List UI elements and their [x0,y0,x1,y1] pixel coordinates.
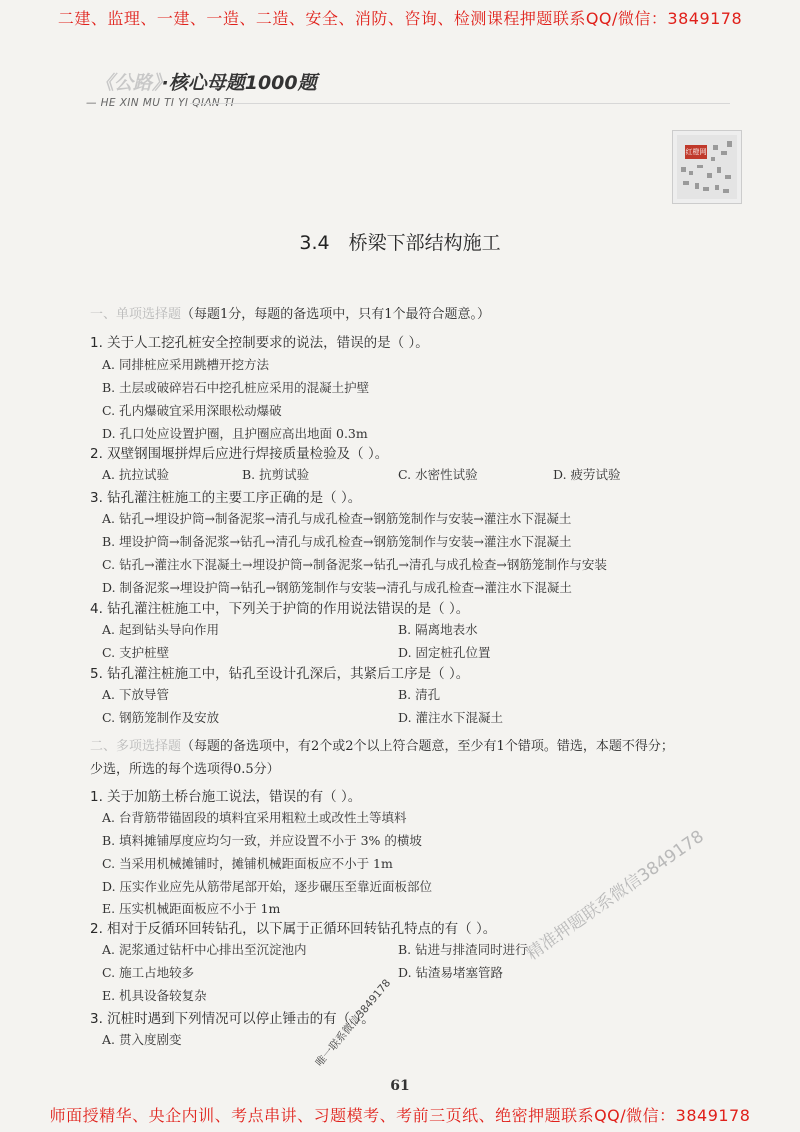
answer-option: C. 当采用机械摊铺时，摊铺机械距面板应不小于 1m [102,856,393,871]
series-prefix: 《公路》 [95,72,162,94]
answer-option: D. 压实作业应先从筋带尾部开始，逐步碾压至靠近面板部位 [102,879,433,894]
answer-option: B. 清孔 [398,687,441,702]
answer-option: A. 起到钻头导向作用 [102,622,219,637]
answer-option: E. 机具设备较复杂 [102,988,207,1003]
center-watermark: 唯一联系微信3849178 [313,977,394,1069]
answer-option: B. 填料摊铺厚度应均匀一致，并应设置不小于 3% 的横坡 [102,833,422,848]
series-pinyin: — HE XIN MU TI YI QIAN TI [86,97,235,109]
question-stem: 3. 沉桩时遇到下列情况可以停止锤击的有（ ）。 [90,1011,375,1027]
answer-option: C. 钢筋笼制作及安放 [102,710,220,725]
answer-option: A. 泥浆通过钻杆中心排出至沉淀池内 [102,942,307,957]
series-name: ·核心母题1000题 [161,72,317,94]
answer-option: D. 孔口处应设置护圈，且护圈应高出地面 0.3m [102,426,368,441]
answer-option: C. 施工占地较多 [102,965,195,980]
answer-option: C. 孔内爆破宜采用深眼松动爆破 [102,403,282,418]
answer-option: B. 抗剪试验 [242,467,310,482]
part1-instruction: （每题1分，每题的备选项中，只有1个最符合题意。） [181,307,491,322]
part2-instruction: （每题的备选项中，有2个或2个以上符合题意，至少有1个错项。错选，本题不得分； [181,739,674,754]
qr-center-logo: 红橙网 [685,145,707,159]
answer-option: D. 钻渣易堵塞管路 [398,965,504,980]
page-number: 61 [390,1078,410,1094]
answer-option: A. 同排桩应采用跳槽开挖方法 [102,357,269,372]
qr-code-image [672,130,742,204]
part2-label: 二、多项选择题 [90,739,182,754]
answer-option: A. 台背筋带锚固段的填料宜采用粗粒土或改性土等填料 [102,810,407,825]
answer-option: A. 贯入度剧变 [102,1032,182,1047]
answer-option: D. 灌注水下混凝土 [398,710,504,725]
answer-option: D. 固定桩孔位置 [398,645,491,660]
bottom-contact-banner: 师面授精华、央企内训、考点串讲、习题模考、考前三页纸、绝密押题联系QQ/微信：3849178 [49,1106,751,1125]
section-title: 3.4 桥梁下部结构施工 [299,232,501,254]
qr-pattern-icon [673,131,741,203]
answer-option: D. 疲劳试验 [553,467,621,482]
answer-option: E. 压实机械距面板应不小于 1m [102,901,281,916]
question-stem: 3. 钻孔灌注桩施工的主要工序正确的是（ ）。 [90,490,362,506]
diagonal-watermark: 精准押题联系微信3849178 [522,826,708,965]
part2-instruction-cont: 少选，所选的每个选项得0.5分） [90,762,280,777]
answer-option: B. 土层或破碎岩石中挖孔桩应采用的混凝土护壁 [102,380,370,395]
answer-option: D. 制备泥浆→埋设护筒→钻孔→钢筋笼制作与安装→清孔与成孔检查→灌注水下混凝土 [102,580,572,595]
question-stem: 4. 钻孔灌注桩施工中，下列关于护筒的作用说法错误的是（ ）。 [90,601,470,617]
top-contact-banner: 二建、监理、一建、一造、二造、安全、消防、咨询、检测课程押题联系QQ/微信：3849178 [57,9,743,28]
question-stem: 2. 双壁钢围堰拼焊后应进行焊接质量检验及（ ）。 [90,446,389,462]
answer-option: B. 钻进与排渣同时进行 [398,942,528,957]
question-stem: 1. 关于人工挖孔桩安全控制要求的说法，错误的是（ ）。 [90,335,429,351]
question-stem: 5. 钻孔灌注桩施工中，钻孔至设计孔深后，其紧后工序是（ ）。 [90,666,470,682]
answer-option: C. 钻孔→灌注水下混凝土→埋设护筒→制备泥浆→钻孔→清孔与成孔检查→钢筋笼制作与安装 [102,557,607,572]
answer-option: C. 支护桩壁 [102,645,170,660]
part1-label: 一、单项选择题 [90,307,182,322]
book-series-title [95,68,317,95]
part2-heading [90,735,674,754]
answer-option: C. 水密性试验 [398,467,478,482]
part1-heading [90,303,490,322]
answer-option: A. 下放导管 [102,687,169,702]
answer-option: B. 隔离地表水 [398,622,478,637]
question-stem: 1. 关于加筋土桥台施工说法，错误的有（ ）。 [90,789,362,805]
answer-option: A. 抗拉试验 [102,467,169,482]
answer-option: A. 钻孔→埋设护筒→制备泥浆→清孔与成孔检查→钢筋笼制作与安装→灌注水下混凝土 [102,511,572,526]
question-stem: 2. 相对于反循环回转钻孔，以下属于正循环回转钻孔特点的有（ ）。 [90,921,497,937]
header-divider [190,103,730,104]
answer-option: B. 埋设护筒→制备泥浆→钻孔→清孔与成孔检查→钢筋笼制作与安装→灌注水下混凝土 [102,534,572,549]
